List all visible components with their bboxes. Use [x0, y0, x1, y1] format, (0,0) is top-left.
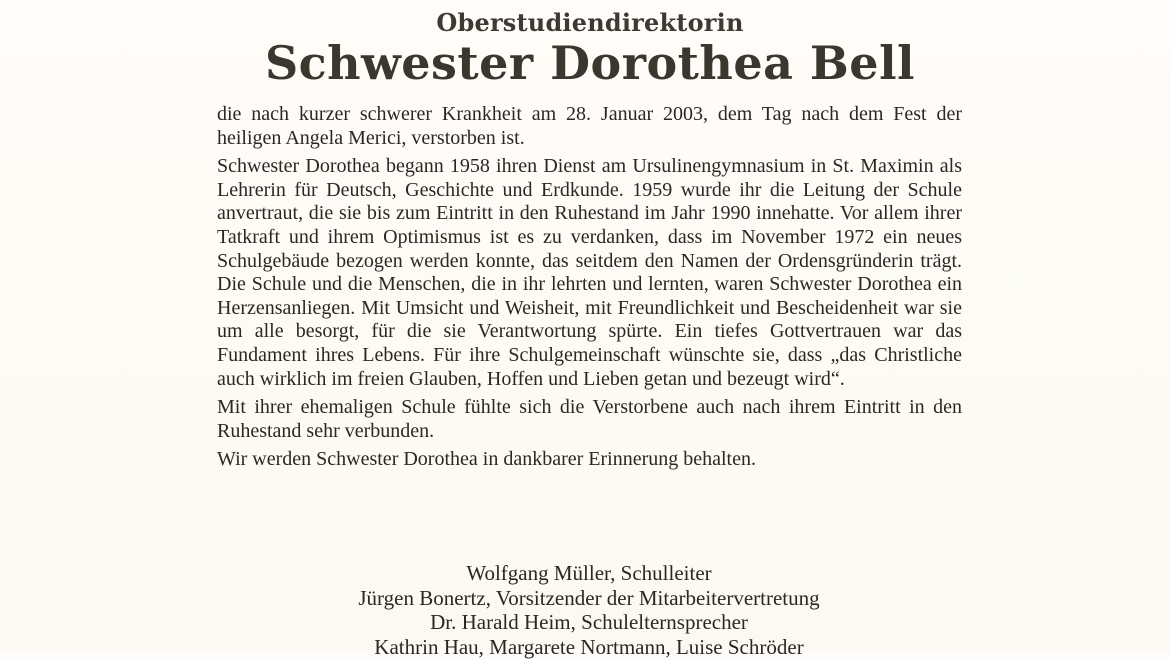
title-name: Schwester Dorothea Bell [0, 36, 1170, 90]
title-subtitle: Oberstudiendirektorin [0, 8, 1170, 37]
signature-block [0, 561, 1170, 659]
paragraph-intro: die nach kurzer schwerer Krankheit am 28. Januar 2003, dem Tag nach dem Fest der heiligen Angela Merici, verstorben ist. [217, 103, 962, 150]
signature-line: Dr. Harald Heim, Schulelternsprecher [0, 610, 1170, 635]
signature-line: Jürgen Bonertz, Vorsitzender der Mitarbeitervertretung [0, 586, 1170, 611]
signature-line: Kathrin Hau, Margarete Nortmann, Luise Schröder [0, 635, 1170, 659]
signature-line: Wolfgang Müller, Schulleiter [0, 561, 1170, 586]
paragraph-biography: Schwester Dorothea begann 1958 ihren Dienst am Ursulinengymnasium in St. Maximin als Lehrerin für Deutsch, Geschichte und Erdkunde. 1959 wurde ihr die Leitung der Schule anvertraut, die sie bis zum Eintritt in den Ruhestand im Jahr 1990 innehatte. Vor allem ihrer Tatkraft und ihrem Optimismus ist es zu verdanken, dass im November 1972 ein neues Schulgebäude bezogen werden konnte, das seitdem den Namen der Ordensgründerin trägt. Die Schule und die Menschen, die in ihr lehrten und lernten, waren Schwester Dorothea ein Herzensanliegen. Mit Umsicht und Weisheit, mit Freundlichkeit und Bescheidenheit war sie um alle besorgt, für die sie Verantwortung spürte. Ein tiefes Gottvertrauen war das Fundament ihres Lebens. Für ihre Schulgemeinschaft wünschte sie, dass „das Christliche auch wirklich im freien Glauben, Hoffen und Lieben getan und bezeugt wird“. [217, 155, 962, 391]
paragraph-remembrance: Wir werden Schwester Dorothea in dankbarer Erinnerung behalten. [217, 448, 962, 472]
paragraph-retirement: Mit ihrer ehemaligen Schule fühlte sich die Verstorbene auch nach ihrem Eintritt in den Ruhestand sehr verbunden. [217, 396, 962, 443]
obituary-body [217, 103, 962, 477]
